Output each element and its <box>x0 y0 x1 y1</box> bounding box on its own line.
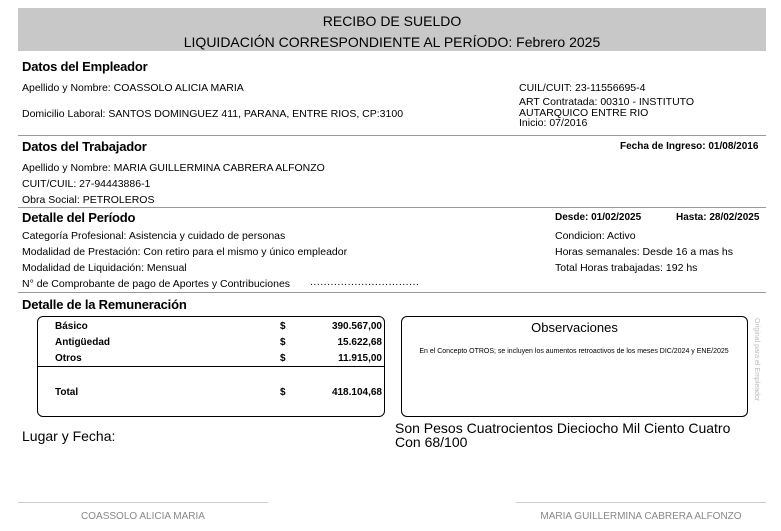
hire-date: Fecha de Ingreso: 01/08/2016 <box>620 141 759 152</box>
professional-category: Categoría Profesional: Asistencia y cuidado de personas <box>22 230 286 242</box>
worker-health-plan: Obra Social: PETROLEROS <box>22 194 155 206</box>
place-and-date-label: Lugar y Fecha: <box>22 428 116 444</box>
weekly-hours: Horas semanales: Desde 16 a mas hs <box>555 246 734 258</box>
employer-art <box>519 97 694 129</box>
art-line-2: AUTARQUICO ENTRE RIO <box>519 106 649 119</box>
item-label-antiguedad: Antigüedad <box>55 337 110 348</box>
period-section-title: Detalle del Período <box>22 210 136 225</box>
condition: Condicion: Activo <box>555 230 636 242</box>
item-currency: $ <box>280 353 286 364</box>
divider <box>18 207 766 208</box>
item-label-basico: Básico <box>55 321 88 332</box>
worker-name: Apellido y Nombre: MARIA GUILLERMINA CABRERA ALFONZO <box>22 162 325 174</box>
item-label-otros: Otros <box>55 353 82 364</box>
employer-cuil: CUIL/CUIT: 23-11556695-4 <box>519 82 646 94</box>
divider <box>18 292 766 293</box>
art-line-1: ART Contratada: 00310 - INSTITUTO <box>519 96 695 108</box>
item-currency: $ <box>280 337 286 348</box>
observations-text: En el Concepto OTROS; se incluyen los aumentos retroactivos de los meses DIC/2024 y ENE/2025 <box>419 348 729 355</box>
payment-voucher-dots: ................................ <box>310 276 420 288</box>
employer-signature-line <box>18 502 268 503</box>
employer-signature-name: COASSOLO ALICIA MARIA <box>81 511 205 522</box>
divider <box>18 135 766 136</box>
service-modality: Modalidad de Prestación: Con retiro para el mismo y único empleador <box>22 246 348 258</box>
worker-section-title: Datos del Trabajador <box>22 139 147 154</box>
amount-in-words: Son Pesos Cuatrocientos Dieciocho Mil Ciento Cuatro Con 68/100 <box>395 420 731 450</box>
worker-signature-line <box>516 502 766 503</box>
employer-name: Apellido y Nombre: COASSOLO ALICIA MARIA <box>22 82 244 94</box>
total-hours: Total Horas trabajadas: 192 hs <box>555 262 698 274</box>
art-start: Inicio: 07/2016 <box>519 117 588 129</box>
remuneration-divider <box>37 366 385 367</box>
period-to: Hasta: 28/02/2025 <box>676 212 760 223</box>
total-label: Total <box>55 387 79 398</box>
item-amount-basico: 390.567,00 <box>331 321 382 332</box>
payment-voucher-label: N° de Comprobante de pago de Aportes y Contribuciones <box>22 278 291 290</box>
receipt-period: LIQUIDACIÓN CORRESPONDIENTE AL PERÍODO: Febrero 2025 <box>183 34 601 50</box>
worker-signature-name: MARIA GUILLERMINA CABRERA ALFONZO <box>540 511 742 522</box>
remuneration-section-title: Detalle de la Remuneración <box>22 297 187 312</box>
settlement-modality: Modalidad de Liquidación: Mensual <box>22 262 187 274</box>
period-from: Desde: 01/02/2025 <box>555 212 642 223</box>
original-copy-note: Original para el Empleador <box>753 318 760 402</box>
item-currency: $ <box>280 321 286 332</box>
worker-cuit: CUIT/CUIL: 27-94443886-1 <box>22 178 151 190</box>
total-currency: $ <box>280 387 286 398</box>
observations-title: Observaciones <box>531 320 618 335</box>
receipt-title: RECIBO DE SUELDO <box>322 13 462 29</box>
item-amount-otros: 11.915,00 <box>338 353 382 364</box>
total-amount: 418.104,68 <box>331 387 382 398</box>
employer-address: Domicilio Laboral: SANTOS DOMINGUEZ 411, PARANA, ENTRE RIOS, CP:3100 <box>22 108 404 120</box>
item-amount-antiguedad: 15.622,68 <box>337 337 382 348</box>
employer-section-title: Datos del Empleador <box>22 59 148 74</box>
